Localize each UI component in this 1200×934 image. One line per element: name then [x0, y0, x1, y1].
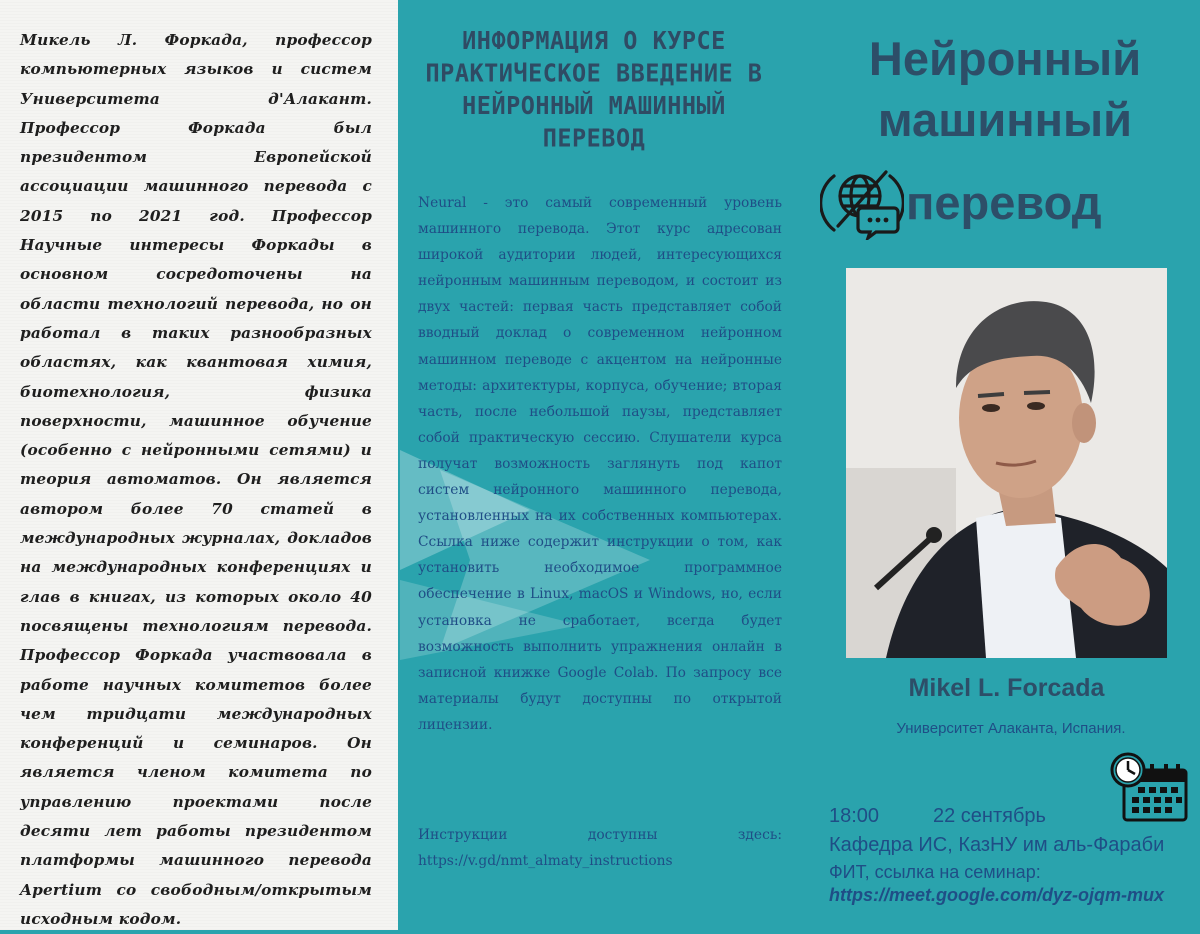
speaker-name: Mikel L. Forcada	[908, 674, 1105, 702]
speaker-photo	[846, 268, 1167, 658]
title-line-3: перевод	[906, 176, 1102, 229]
event-date: 22 сентябрь	[933, 805, 1046, 827]
page-title	[830, 28, 1180, 150]
instructions-word: здесь:	[737, 827, 782, 843]
globe-chat-icon	[820, 166, 904, 240]
course-title	[408, 25, 780, 155]
event-time: 18:00	[829, 805, 880, 827]
course-title-line: ПЕРЕВОД	[542, 123, 646, 153]
course-title-line: ПРАКТИЧЕСКОЕ ВВЕДЕНИЕ В	[425, 58, 763, 88]
instructions-word: Инструкции	[418, 827, 508, 843]
course-title-line: ИНФОРМАЦИЯ О КУРСЕ	[462, 25, 726, 56]
course-description: Neural - это самый современный уровень машинного перевода. Этот курс адресован широкой аудитории людей, интересующихся нейронным машинным переводом, и состоит из двух частей: первая часть представляет собой вводный доклад о современном нейронном машинном переводе с акцентом на нейронные методы: архитектуры, корпуса, обучение; вторая часть, после небольшой паузы, представляет собой практическую сессию. Слушатели курса получат возможность заглянуть под капот систем нейронного машинного перевода, установленных на их собственных компьютерах. Ссылка ниже содержит инструкции о том, как установить необходимое программное обеспечение в Linux, macOS и Windows, но, если установка не сработает, всегда будет возможность выполнить упражнения онлайн в записной книжке Google Colab. По запросу все материалы будут доступны по открытой лицензии.	[418, 195, 782, 733]
instructions-block	[418, 822, 782, 874]
instructions-word: доступны	[587, 827, 658, 843]
instructions-label	[418, 822, 782, 848]
speaker-bio: Микель Л. Форкада, профессор компьютерных языков и систем Университета д'Алакант. Профессор Форкада был президентом Европейской ассоциации машинного перевода с 2015 по 2021 год. Профессор Научные интересы Форкады в основном сосредоточены на области технологий перевода, но он работал в таких разнообразных областях, как квантовая химия, биотехнология, физика поверхности, машинное обучение (особенно с нейронными сетями) и теория автоматов. Он является автором более 70 статей в международных журналах, докладов на международных конференциях и глав в книгах, из которых около 40 посвящены технологиям перевода. Профессор Форкада участвовала в работе научных комитетов более чем тридцати международных конференций и семинаров. Он является членом комитета по управлению проектами после десяти лет работы президентом платформы машинного перевода Apertium со свободным/открытым исходным кодом.	[20, 31, 372, 928]
event-venue: Кафедра ИС, КазНУ им аль-Фараби	[829, 834, 1165, 856]
title-line-1: Нейронный	[868, 32, 1142, 85]
course-title-line: НЕЙРОННЫЙ МАШИННЫЙ	[462, 91, 726, 121]
seminar-label: ФИТ, ссылка на семинар:	[829, 862, 1041, 882]
seminar-link[interactable]: https://meet.google.com/dyz-ojqm-mux	[829, 885, 1165, 905]
speaker-university: Университет Алаканта, Испания.	[896, 720, 1126, 737]
bio-panel	[0, 0, 398, 930]
instructions-link[interactable]: https://v.gd/nmt_almaty_instructions	[418, 853, 673, 870]
title-line-2: машинный	[877, 93, 1133, 146]
course-info-panel	[398, 0, 800, 930]
calendar-clock-icon	[1108, 752, 1188, 822]
